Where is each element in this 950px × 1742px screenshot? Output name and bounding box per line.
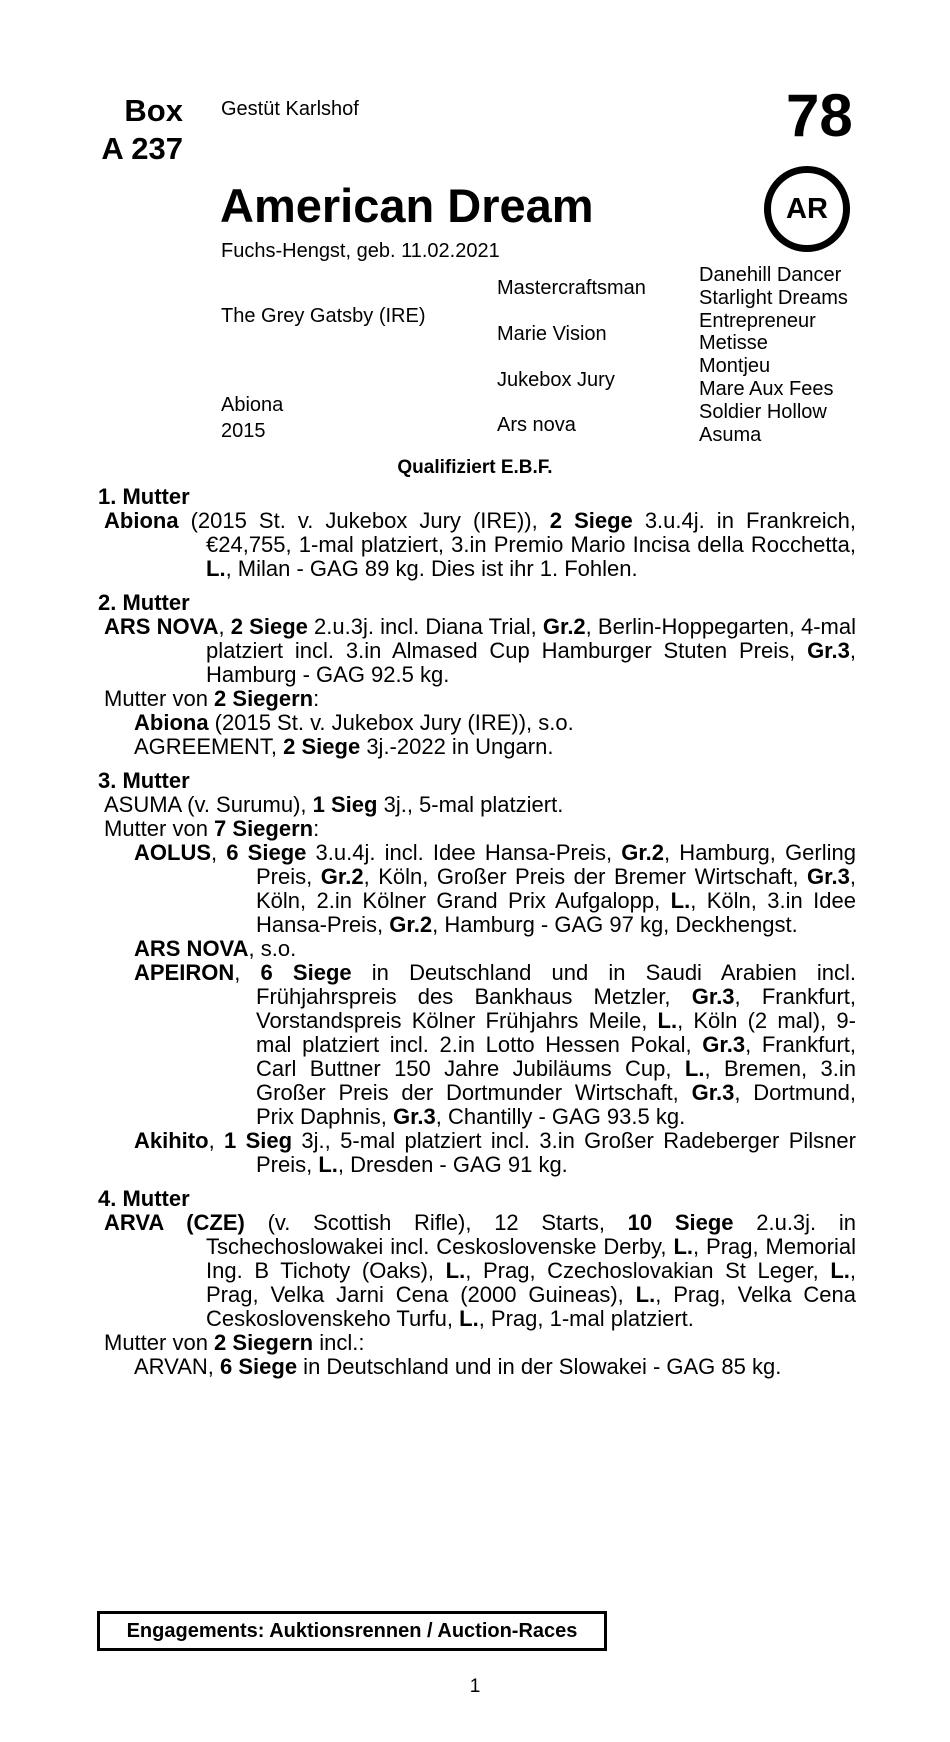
mother-of-text: Mutter von bbox=[104, 1330, 215, 1355]
child-wins: 6 Siege bbox=[226, 840, 307, 865]
mother-of-count: 7 Siegern bbox=[214, 816, 314, 841]
pedigree-sire-sire: Mastercraftsman bbox=[497, 277, 646, 299]
engagements-box bbox=[97, 1611, 607, 1651]
m1-text: , Milan - GAG 89 kg. Dies ist ihr 1. Fohlen. bbox=[225, 556, 638, 581]
m3-name: ASUMA bbox=[104, 792, 182, 817]
m4-listed: L. bbox=[830, 1258, 850, 1283]
child-text: , Frankfurt, Carl Buttner 150 Jahre Jubiläums Cup, bbox=[256, 1032, 857, 1081]
child-wins: 6 Siege bbox=[220, 1354, 298, 1379]
child-text: , bbox=[211, 840, 227, 865]
pedigree-sire-dam: Marie Vision bbox=[497, 323, 607, 345]
m4-name: ARVA (CZE) bbox=[104, 1210, 245, 1235]
page-number: 1 bbox=[469, 1676, 481, 1697]
child-group: Gr.3 bbox=[691, 984, 735, 1009]
m1-wins: 2 Siege bbox=[549, 508, 633, 533]
ar-badge-icon bbox=[764, 166, 850, 252]
m2-child-1 bbox=[98, 711, 856, 735]
child-group: Gr.3 bbox=[691, 1080, 735, 1105]
mother-of-text: : bbox=[313, 686, 320, 711]
m1-text: (2015 St. v. Jukebox Jury (IRE)), bbox=[178, 508, 550, 533]
child-listed: L. bbox=[684, 1056, 705, 1081]
m2-entry bbox=[98, 615, 856, 687]
child-text: 3j.-2022 in Ungarn. bbox=[360, 734, 554, 759]
pedigree-gen3 bbox=[699, 264, 848, 446]
section-title-m4: 4. Mutter bbox=[98, 1186, 190, 1211]
child-text: , Dresden - GAG 91 kg. bbox=[337, 1152, 568, 1177]
m1-entry bbox=[98, 509, 856, 581]
child-name: APEIRON bbox=[134, 960, 235, 985]
child-group: Gr.2 bbox=[320, 864, 364, 889]
child-name: AGREEMENT bbox=[134, 734, 271, 759]
gen3-item: Asuma bbox=[699, 423, 762, 446]
m2-text: , bbox=[218, 614, 231, 639]
m3-text: (v. Surumu), bbox=[181, 792, 313, 817]
child-text: , Frankfurt, Vorstandspreis Kölner Frühjahrs Meile, bbox=[256, 984, 856, 1033]
m4-listed: L. bbox=[459, 1306, 479, 1331]
pedigree-dam-sire: Jukebox Jury bbox=[497, 369, 615, 391]
child-name: AOLUS bbox=[134, 840, 211, 865]
child-text: in Deutschland und in der Slowakei - GAG 85 kg. bbox=[297, 1354, 782, 1379]
m4-listed: L. bbox=[445, 1258, 466, 1283]
child-text: (2015 St. v. Jukebox Jury (IRE)), s.o. bbox=[208, 710, 574, 735]
child-text: , bbox=[270, 734, 284, 759]
child-listed: L. bbox=[670, 888, 691, 913]
m1-name: Abiona bbox=[104, 508, 179, 533]
seller-name: Gestüt Karlshof bbox=[221, 98, 359, 120]
m2-group: Gr.3 bbox=[807, 638, 850, 663]
m2-text: 2.u.3j. incl. Diana Trial, bbox=[307, 614, 543, 639]
child-text: in Deutschland und in Saudi Arabien incl. Frühjahrspreis des Bankhaus Metzler, bbox=[256, 960, 856, 1009]
catalogue-body bbox=[98, 485, 856, 1379]
box-label: Box bbox=[124, 93, 183, 128]
m2-name: ARS NOVA bbox=[104, 614, 219, 639]
gen3-item: Soldier Hollow bbox=[699, 400, 827, 423]
gen3-item: Starlight Dreams bbox=[699, 286, 848, 309]
gen3-item: Entrepreneur bbox=[699, 309, 816, 332]
m2-wins: 2 Siege bbox=[230, 614, 308, 639]
horse-description: Fuchs-Hengst, geb. 11.02.2021 bbox=[221, 240, 500, 262]
m4-listed: L. bbox=[673, 1234, 694, 1259]
child-group: Gr.2 bbox=[389, 912, 433, 937]
child-listed: L. bbox=[318, 1152, 338, 1177]
child-text: , bbox=[234, 960, 261, 985]
child-text: , Köln, Großer Preis der Bremer Wirtschaft, bbox=[363, 864, 808, 889]
m3-child-arsnova bbox=[98, 937, 856, 961]
mother-of-text: Mutter von bbox=[104, 816, 215, 841]
badge-text: AR bbox=[786, 192, 828, 225]
m4-text: , Prag, Velka Cena Ceskoslovenskeho Turfu, bbox=[206, 1282, 856, 1331]
m2-mother-of bbox=[98, 687, 856, 711]
horse-name: American Dream bbox=[220, 179, 594, 232]
gen3-item: Metisse bbox=[699, 332, 768, 355]
m3-mother-of bbox=[98, 817, 856, 841]
m2-group: Gr.2 bbox=[542, 614, 586, 639]
gen3-item: Montjeu bbox=[699, 355, 771, 378]
child-text: , bbox=[207, 1354, 221, 1379]
child-wins: 6 Siege bbox=[260, 960, 352, 985]
mother-of-text: : bbox=[313, 816, 320, 841]
child-text: , Dortmund, Prix Daphnis, bbox=[256, 1080, 856, 1129]
m3-child-apeiron bbox=[98, 961, 856, 1129]
m4-text: 2.u.3j. in Tschechoslowakei incl. Ceskoslovenske Derby, bbox=[206, 1210, 856, 1259]
m4-text: , Prag, Memorial Ing. B Tichoty (Oaks), bbox=[206, 1234, 856, 1283]
child-text: , Bremen, 3.in Großer Preis der Dortmunder Wirtschaft, bbox=[256, 1056, 856, 1105]
pedigree-dam-dam: Ars nova bbox=[497, 414, 576, 436]
child-text: , Köln, 2.in Kölner Grand Prix Aufgalopp, bbox=[256, 864, 856, 913]
box-id: A 237 bbox=[101, 131, 183, 166]
child-listed: L. bbox=[657, 1008, 678, 1033]
child-text: , Köln, 3.in Idee Hansa-Preis, bbox=[256, 888, 856, 937]
child-wins: 2 Siege bbox=[283, 734, 361, 759]
m1-text: 3.u.4j. in Frankreich, €24,755, 1-mal platziert, 3.in Premio Mario Incisa della Rocchetta, bbox=[206, 508, 856, 557]
m4-mother-of bbox=[98, 1331, 856, 1355]
child-group: Gr.3 bbox=[807, 864, 850, 889]
mother-of-text: incl.: bbox=[313, 1330, 365, 1355]
child-name: Akihito bbox=[134, 1128, 209, 1153]
m4-text: , Prag, Velka Jarni Cena (2000 Guineas), bbox=[206, 1258, 856, 1307]
m2-text: , Hamburg - GAG 92.5 kg. bbox=[206, 638, 856, 687]
child-text: , Köln (2 mal), 9-mal platziert incl. 2.in Lotto Hessen Pokal, bbox=[256, 1008, 856, 1057]
pedigree-dam-year: 2015 bbox=[221, 420, 266, 442]
m3-text: 3j., 5-mal platziert. bbox=[377, 792, 564, 817]
box-number bbox=[95, 92, 183, 168]
m2-child-2 bbox=[98, 735, 856, 759]
child-text: , bbox=[208, 1128, 225, 1153]
mother-of-text: Mutter von bbox=[104, 686, 215, 711]
pedigree-sire: The Grey Gatsby (IRE) bbox=[221, 305, 426, 327]
gen3-item: Danehill Dancer bbox=[699, 264, 842, 286]
section-title-m1: 1. Mutter bbox=[98, 484, 190, 509]
mother-of-count: 2 Siegern bbox=[214, 686, 314, 711]
m3-entry bbox=[98, 793, 856, 817]
m4-wins: 10 Siege bbox=[627, 1210, 734, 1235]
section-title-m3: 3. Mutter bbox=[98, 768, 190, 793]
pedigree-dam: Abiona bbox=[221, 394, 284, 416]
engagements-text: Engagements: Auktionsrennen / Auction-Races bbox=[126, 1619, 578, 1642]
m3-wins: 1 Sieg bbox=[312, 792, 378, 817]
section-title-m2: 2. Mutter bbox=[98, 590, 190, 615]
child-text: , s.o. bbox=[248, 936, 297, 961]
child-wins: 1 Sieg bbox=[224, 1128, 293, 1153]
child-text: , Hamburg - GAG 97 kg, Deckhengst. bbox=[432, 912, 798, 937]
m3-child-akihito bbox=[98, 1129, 856, 1177]
m4-listed: L. bbox=[635, 1282, 656, 1307]
child-name: Abiona bbox=[134, 710, 209, 735]
child-text: 3.u.4j. incl. Idee Hansa-Preis, bbox=[306, 840, 622, 865]
child-text: , Chantilly - GAG 93.5 kg. bbox=[435, 1104, 686, 1129]
m4-entry bbox=[98, 1211, 856, 1331]
child-group: Gr.3 bbox=[702, 1032, 746, 1057]
child-name: ARS NOVA bbox=[134, 936, 249, 961]
m4-text: , Prag, Czechoslovakian St Leger, bbox=[465, 1258, 831, 1283]
child-group: Gr.3 bbox=[392, 1104, 436, 1129]
m4-text: , Prag, 1-mal platziert. bbox=[478, 1306, 694, 1331]
child-text: , Hamburg, Gerling Preis, bbox=[256, 840, 856, 889]
m4-child-1 bbox=[98, 1355, 856, 1379]
child-text: 3j., 5-mal platziert incl. 3.in Großer Radeberger Pilsner Preis, bbox=[256, 1128, 856, 1177]
m4-text: (v. Scottish Rifle), 12 Starts, bbox=[244, 1210, 628, 1235]
m2-text: , Berlin-Hoppegarten, 4-mal platziert incl. 3.in Almased Cup Hamburger Stuten Preis, bbox=[206, 614, 856, 663]
gen3-item: Mare Aux Fees bbox=[699, 377, 834, 400]
mother-of-count: 2 Siegern bbox=[214, 1330, 314, 1355]
m1-listed: L. bbox=[206, 556, 226, 581]
m3-child-aolus bbox=[98, 841, 856, 937]
qualification: Qualifiziert E.B.F. bbox=[397, 457, 553, 478]
lot-number: 78 bbox=[786, 82, 853, 149]
child-name: ARVAN bbox=[134, 1354, 208, 1379]
child-group: Gr.2 bbox=[621, 840, 665, 865]
